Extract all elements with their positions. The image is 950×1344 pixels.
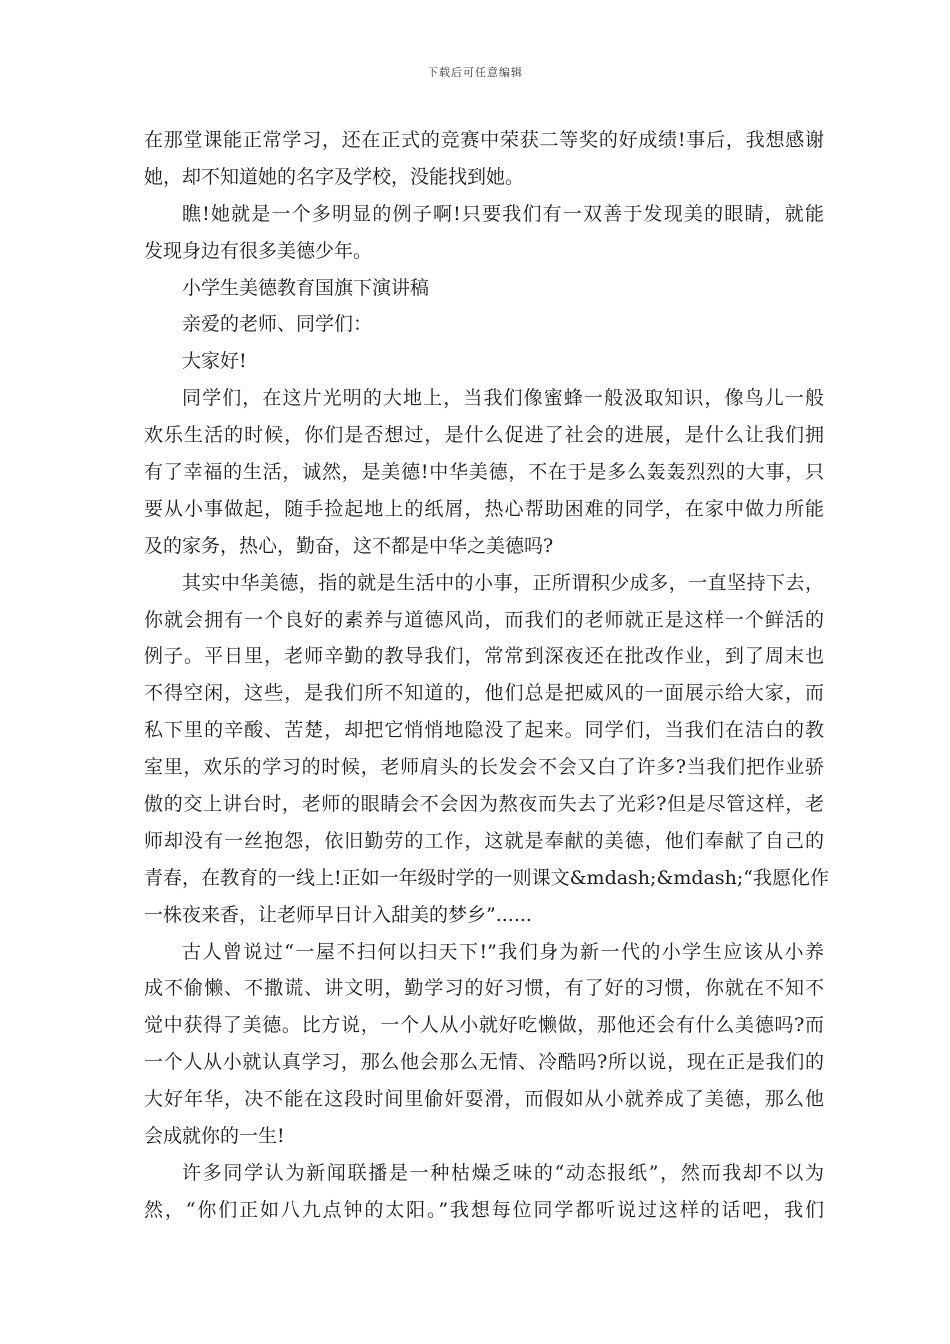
text-line: 室里，欢乐的学习的时候，老师肩头的长发会不会又白了许多?当我们把作业骄 <box>144 756 824 779</box>
text-line: 青春，在教育的一线上!正如一年级时学的一则课文&mdash;&mdash;“我愿化作 <box>144 866 829 889</box>
text-line: 然，“你们正如八九点钟的太阳。”我想每位同学都听说过这样的话吧，我们 <box>144 1198 824 1221</box>
text-line: 许多同学认为新闻联播是一种枯燥乏味的“动态报纸”，然而我却不以为 <box>182 1161 824 1184</box>
text-line: 私下里的辛酸、苦楚，却把它悄悄地隐没了起来。同学们，当我们在洁白的教 <box>144 719 824 742</box>
text-line: 成不偷懒、不撒谎、讲文明，勤学习的好习惯，有了好的习惯，你就在不知不 <box>144 977 824 1000</box>
text-line: 觉中获得了美德。比方说，一个人从小就好吃懒做，那他还会有什么美德吗?而 <box>144 1014 824 1037</box>
text-line: 你就会拥有一个良好的素养与道德风尚，而我们的老师就正是这样一个鲜活的 <box>144 608 824 631</box>
text-line: 师却没有一丝抱怨，依旧勤劳的工作，这就是奉献的美德，他们奉献了自己的 <box>144 829 824 852</box>
text-line: 会成就你的一生! <box>144 1125 285 1148</box>
text-line: 她，却不知道她的名字及学校，没能找到她。 <box>144 165 525 188</box>
text-line: 在那堂课能正常学习，还在正式的竞赛中荣获二等奖的好成绩!事后，我想感谢 <box>144 129 824 151</box>
text-line: 古人曾说过“一屋不扫何以扫天下!”我们身为新一代的小学生应该从小养 <box>182 940 824 963</box>
text-line: 欢乐生活的时候，你们是否想过，是什么促进了社会的进展，是什么让我们拥 <box>144 424 824 447</box>
text-line: 一个人从小就认真学习，那么他会那么无情、冷酷吗?所以说，现在正是我们的 <box>144 1051 824 1074</box>
text-line: 发现身边有很多美德少年。 <box>144 239 373 262</box>
document-body <box>144 122 829 1229</box>
text-line: 其实中华美德，指的就是生活中的小事，正所谓积少成多，一直坚持下去， <box>182 571 824 594</box>
text-line: 同学们，在这片光明的大地上，当我们像蜜蜂一般汲取知识，像鸟儿一般 <box>182 387 824 410</box>
text-line: 例子。平日里，老师辛勤的教导我们，常常到深夜还在批改作业，到了周末也 <box>144 645 824 668</box>
text-line: 及的家务，热心，勤奋，这不都是中华之美德吗? <box>144 534 554 557</box>
text-line: 小学生美德教育国旗下演讲稿 <box>182 276 430 299</box>
text-line: 一株夜来香，让老师早日计入甜美的梦乡”...... <box>144 903 532 926</box>
page-header: 下载后可任意编辑 <box>427 66 523 79</box>
text-line: 要从小事做起，随手捡起地上的纸屑，热心帮助困难的同学，在家中做力所能 <box>144 497 824 520</box>
text-line: 有了幸福的生活，诚然，是美德!中华美德，不在于是多么轰轰烈烈的大事，只 <box>144 461 824 484</box>
text-line: 不得空闲，这些，是我们所不知道的，他们总是把威风的一面展示给大家，而 <box>144 682 824 705</box>
text-line: 大家好! <box>182 350 247 373</box>
text-line: 亲爱的老师、同学们： <box>182 313 373 336</box>
text-line: 大好年华，决不能在这段时间里偷奸耍滑，而假如从小就养成了美德，那么他 <box>144 1088 824 1111</box>
text-line: 瞧!她就是一个多明显的例子啊!只要我们有一双善于发现美的眼睛，就能 <box>182 202 824 225</box>
text-line: 傲的交上讲台时，老师的眼睛会不会因为熬夜而失去了光彩?但是尽管这样，老 <box>144 793 824 816</box>
